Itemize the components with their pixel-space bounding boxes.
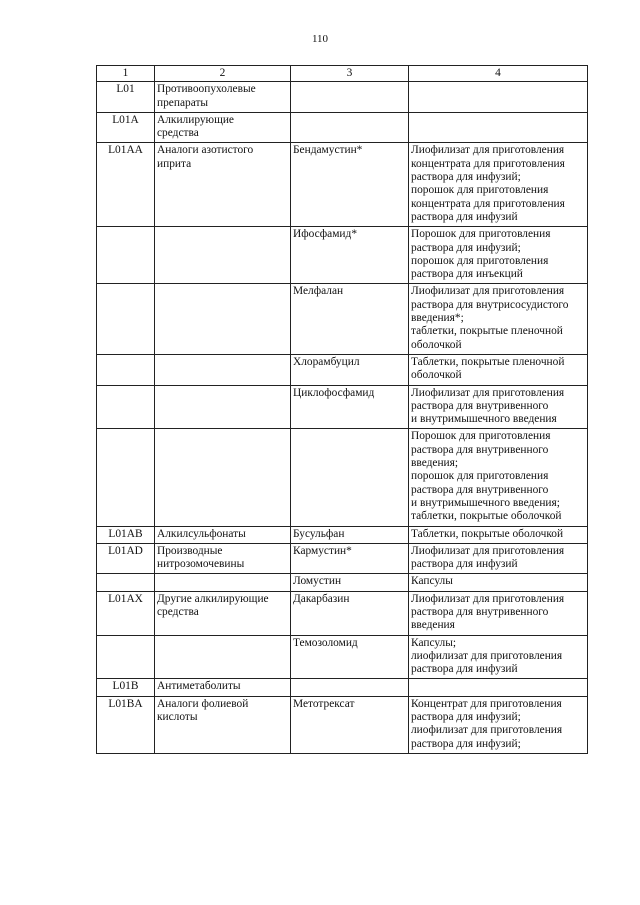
- group-cell: [155, 385, 291, 429]
- atc-code-cell: [97, 635, 155, 679]
- table-row: [97, 635, 588, 679]
- drug-cell: [291, 82, 409, 113]
- drug-cell: Мелфалан: [291, 284, 409, 354]
- dosage-form-cell: Таблетки, покрытые пленочной оболочкой: [409, 354, 588, 385]
- atc-code-cell: L01BA: [97, 696, 155, 753]
- group-cell: Противоопухолевые препараты: [155, 82, 291, 113]
- dosage-form-cell: Лиофилизат для приготовления раствора для внутрисосудистого введения*; таблетки, покрытые пленочной оболочкой: [409, 284, 588, 354]
- dosage-form-cell: Капсулы; лиофилизат для приготовления раствора для инфузий: [409, 635, 588, 679]
- group-cell: Аналоги азотистого иприта: [155, 143, 291, 227]
- dosage-form-cell: [409, 679, 588, 696]
- table-row: [97, 574, 588, 591]
- group-cell: [155, 635, 291, 679]
- drug-cell: Кармустин*: [291, 543, 409, 574]
- drug-cell: [291, 679, 409, 696]
- dosage-form-cell: Концентрат для приготовления раствора для инфузий; лиофилизат для приготовления раствора для инфузий;: [409, 696, 588, 753]
- drug-cell: Темозоломид: [291, 635, 409, 679]
- group-cell: Другие алкилирующие средства: [155, 591, 291, 635]
- group-cell: Аналоги фолиевой кислоты: [155, 696, 291, 753]
- dosage-form-cell: Лиофилизат для приготовления концентрата для приготовления раствора для инфузий; порошок для приготовления концентрата для приготовления раствора для инфузий: [409, 143, 588, 227]
- group-cell: [155, 284, 291, 354]
- dosage-form-cell: Порошок для приготовления раствора для внутривенного введения; порошок для приготовления раствора для внутривенного и внутримышечного введения; таблетки, покрытые оболочкой: [409, 429, 588, 526]
- table-row: [97, 526, 588, 543]
- atc-code-cell: [97, 227, 155, 284]
- atc-code-cell: [97, 429, 155, 526]
- dosage-form-cell: Лиофилизат для приготовления раствора для внутривенного введения: [409, 591, 588, 635]
- drug-cell: Ломустин: [291, 574, 409, 591]
- atc-code-cell: [97, 354, 155, 385]
- drug-cell: Дакарбазин: [291, 591, 409, 635]
- group-cell: [155, 227, 291, 284]
- table-row: [97, 385, 588, 429]
- drug-table: [96, 65, 588, 754]
- drug-cell: Бусульфан: [291, 526, 409, 543]
- header-col-3: 3: [291, 66, 409, 82]
- table-row: [97, 143, 588, 227]
- dosage-form-cell: Лиофилизат для приготовления раствора для инфузий: [409, 543, 588, 574]
- drug-cell: Метотрексат: [291, 696, 409, 753]
- drug-cell: Хлорамбуцил: [291, 354, 409, 385]
- atc-code-cell: L01AA: [97, 143, 155, 227]
- group-cell: Алкилсульфонаты: [155, 526, 291, 543]
- dosage-form-cell: [409, 82, 588, 113]
- header-col-4: 4: [409, 66, 588, 82]
- group-cell: Алкилирующие средства: [155, 112, 291, 143]
- table-row: [97, 679, 588, 696]
- dosage-form-cell: Лиофилизат для приготовления раствора для внутривенного и внутримышечного введения: [409, 385, 588, 429]
- atc-code-cell: L01: [97, 82, 155, 113]
- atc-code-cell: [97, 574, 155, 591]
- dosage-form-cell: Таблетки, покрытые оболочкой: [409, 526, 588, 543]
- table-row: [97, 354, 588, 385]
- dosage-form-cell: [409, 112, 588, 143]
- table-row: [97, 591, 588, 635]
- group-cell: [155, 354, 291, 385]
- atc-code-cell: [97, 284, 155, 354]
- table-row: [97, 696, 588, 753]
- group-cell: [155, 429, 291, 526]
- drug-cell: Циклофосфамид: [291, 385, 409, 429]
- table-row: [97, 227, 588, 284]
- drug-cell: [291, 112, 409, 143]
- table-row: [97, 429, 588, 526]
- atc-code-cell: L01AB: [97, 526, 155, 543]
- atc-code-cell: L01AD: [97, 543, 155, 574]
- header-row: [97, 66, 588, 82]
- group-cell: [155, 574, 291, 591]
- drug-cell: Бендамустин*: [291, 143, 409, 227]
- group-cell: Антиметаболиты: [155, 679, 291, 696]
- dosage-form-cell: Порошок для приготовления раствора для инфузий; порошок для приготовления раствора для инъекций: [409, 227, 588, 284]
- drug-cell: [291, 429, 409, 526]
- table-row: [97, 82, 588, 113]
- atc-code-cell: L01A: [97, 112, 155, 143]
- header-col-2: 2: [155, 66, 291, 82]
- atc-code-cell: [97, 385, 155, 429]
- atc-code-cell: L01B: [97, 679, 155, 696]
- table-row: [97, 112, 588, 143]
- drug-cell: Ифосфамид*: [291, 227, 409, 284]
- dosage-form-cell: Капсулы: [409, 574, 588, 591]
- atc-code-cell: L01AX: [97, 591, 155, 635]
- table-row: [97, 543, 588, 574]
- page-number: 110: [311, 33, 329, 45]
- table-row: [97, 284, 588, 354]
- group-cell: Производные нитрозомочевины: [155, 543, 291, 574]
- header-col-1: 1: [97, 66, 155, 82]
